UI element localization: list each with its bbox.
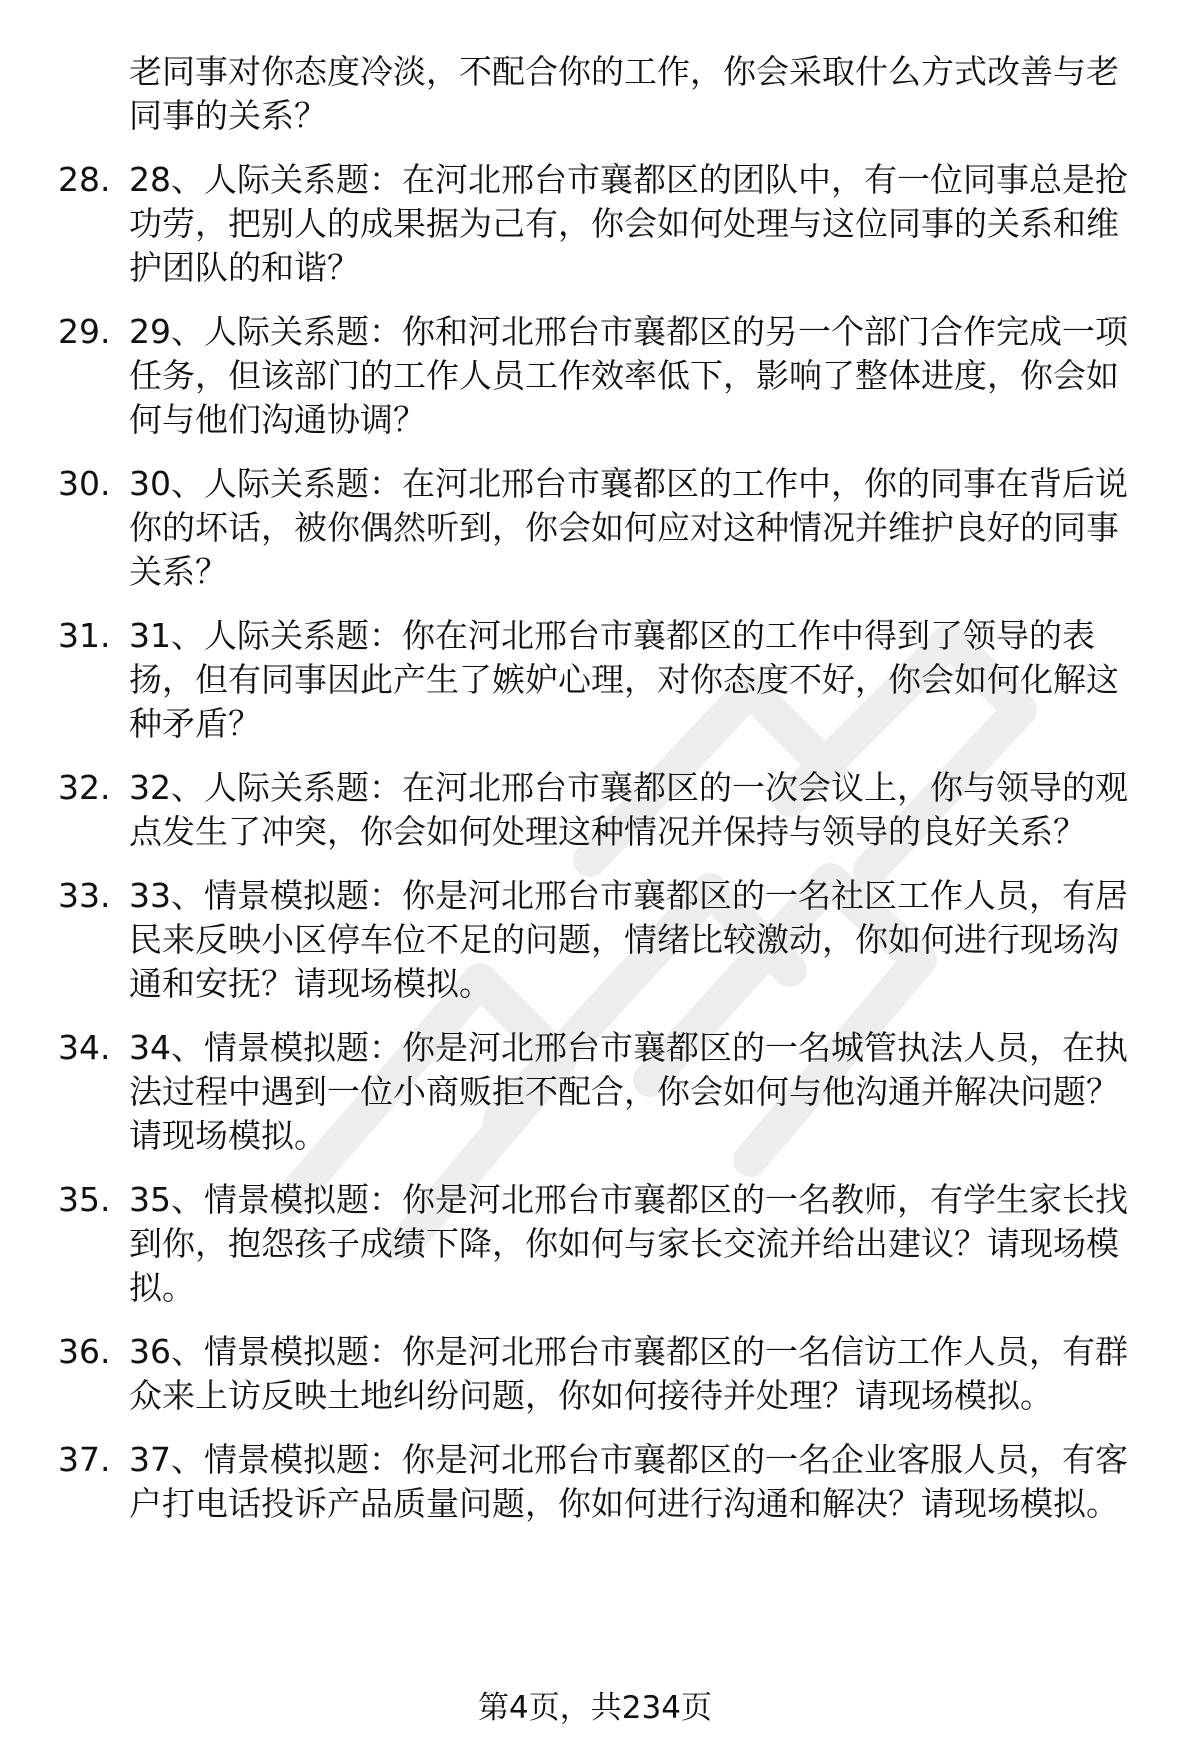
list-item [0, 1438, 1149, 1526]
list-item [0, 1178, 1149, 1310]
continued-question-text: 老同事对你态度冷淡，不配合你的工作，你会采取什么方式改善与老同事的关系？ [129, 52, 1119, 135]
item-number: 28. [58, 160, 111, 199]
item-number: 35. [58, 1180, 111, 1219]
item-number: 30. [58, 464, 111, 503]
list-item [0, 1330, 1149, 1418]
item-number: 31. [58, 616, 111, 655]
list-item [0, 874, 1149, 1006]
list-item [0, 614, 1149, 746]
page-number-footer: 第4页，共234页 [478, 1690, 712, 1726]
list-item [0, 158, 1149, 290]
item-text: 33、情景模拟题：你是河北邢台市襄都区的一名社区工作人员，有居民来反映小区停车位不足的问题，情绪比较激动，你如何进行现场沟通和安抚？请现场模拟。 [129, 876, 1128, 1003]
item-number: 37. [58, 1440, 111, 1479]
item-number: 36. [58, 1332, 111, 1371]
item-text: 37、情景模拟题：你是河北邢台市襄都区的一名企业客服人员，有客户打电话投诉产品质量问题，你如何进行沟通和解决？请现场模拟。 [129, 1440, 1128, 1523]
item-text: 30、人际关系题：在河北邢台市襄都区的工作中，你的同事在背后说你的坏话，被你偶然听到，你会如何应对这种情况并维护良好的同事关系？ [129, 464, 1128, 591]
item-text: 35、情景模拟题：你是河北邢台市襄都区的一名教师，有学生家长找到你，抱怨孩子成绩下降，你如何与家长交流并给出建议？请现场模拟。 [129, 1180, 1128, 1307]
list-item [0, 766, 1149, 854]
item-number: 32. [58, 768, 111, 807]
item-text: 28、人际关系题：在河北邢台市襄都区的团队中，有一位同事总是抢功劳，把别人的成果据为己有，你会如何处理与这位同事的关系和维护团队的和谐？ [129, 160, 1128, 287]
item-text: 36、情景模拟题：你是河北邢台市襄都区的一名信访工作人员，有群众来上访反映土地纠纷问题，你如何接待并处理？请现场模拟。 [129, 1332, 1128, 1415]
item-text: 29、人际关系题：你和河北邢台市襄都区的另一个部门合作完成一项任务，但该部门的工作人员工作效率低下，影响了整体进度，你会如何与他们沟通协调？ [129, 312, 1128, 439]
list-item [0, 310, 1149, 442]
item-number: 33. [58, 876, 111, 915]
item-number: 29. [58, 312, 111, 351]
item-number: 34. [58, 1028, 111, 1067]
item-text: 32、人际关系题：在河北邢台市襄都区的一次会议上，你与领导的观点发生了冲突，你会如何处理这种情况并保持与领导的良好关系？ [129, 768, 1128, 851]
question-list [0, 50, 1190, 1526]
item-text: 34、情景模拟题：你是河北邢台市襄都区的一名城管执法人员，在执法过程中遇到一位小商贩拒不配合，你会如何与他沟通并解决问题？请现场模拟。 [129, 1028, 1128, 1155]
list-item [0, 1026, 1149, 1158]
list-item [0, 462, 1149, 594]
item-text: 31、人际关系题：你在河北邢台市襄都区的工作中得到了领导的表扬，但有同事因此产生了嫉妒心理，对你态度不好，你会如何化解这种矛盾？ [129, 616, 1119, 743]
